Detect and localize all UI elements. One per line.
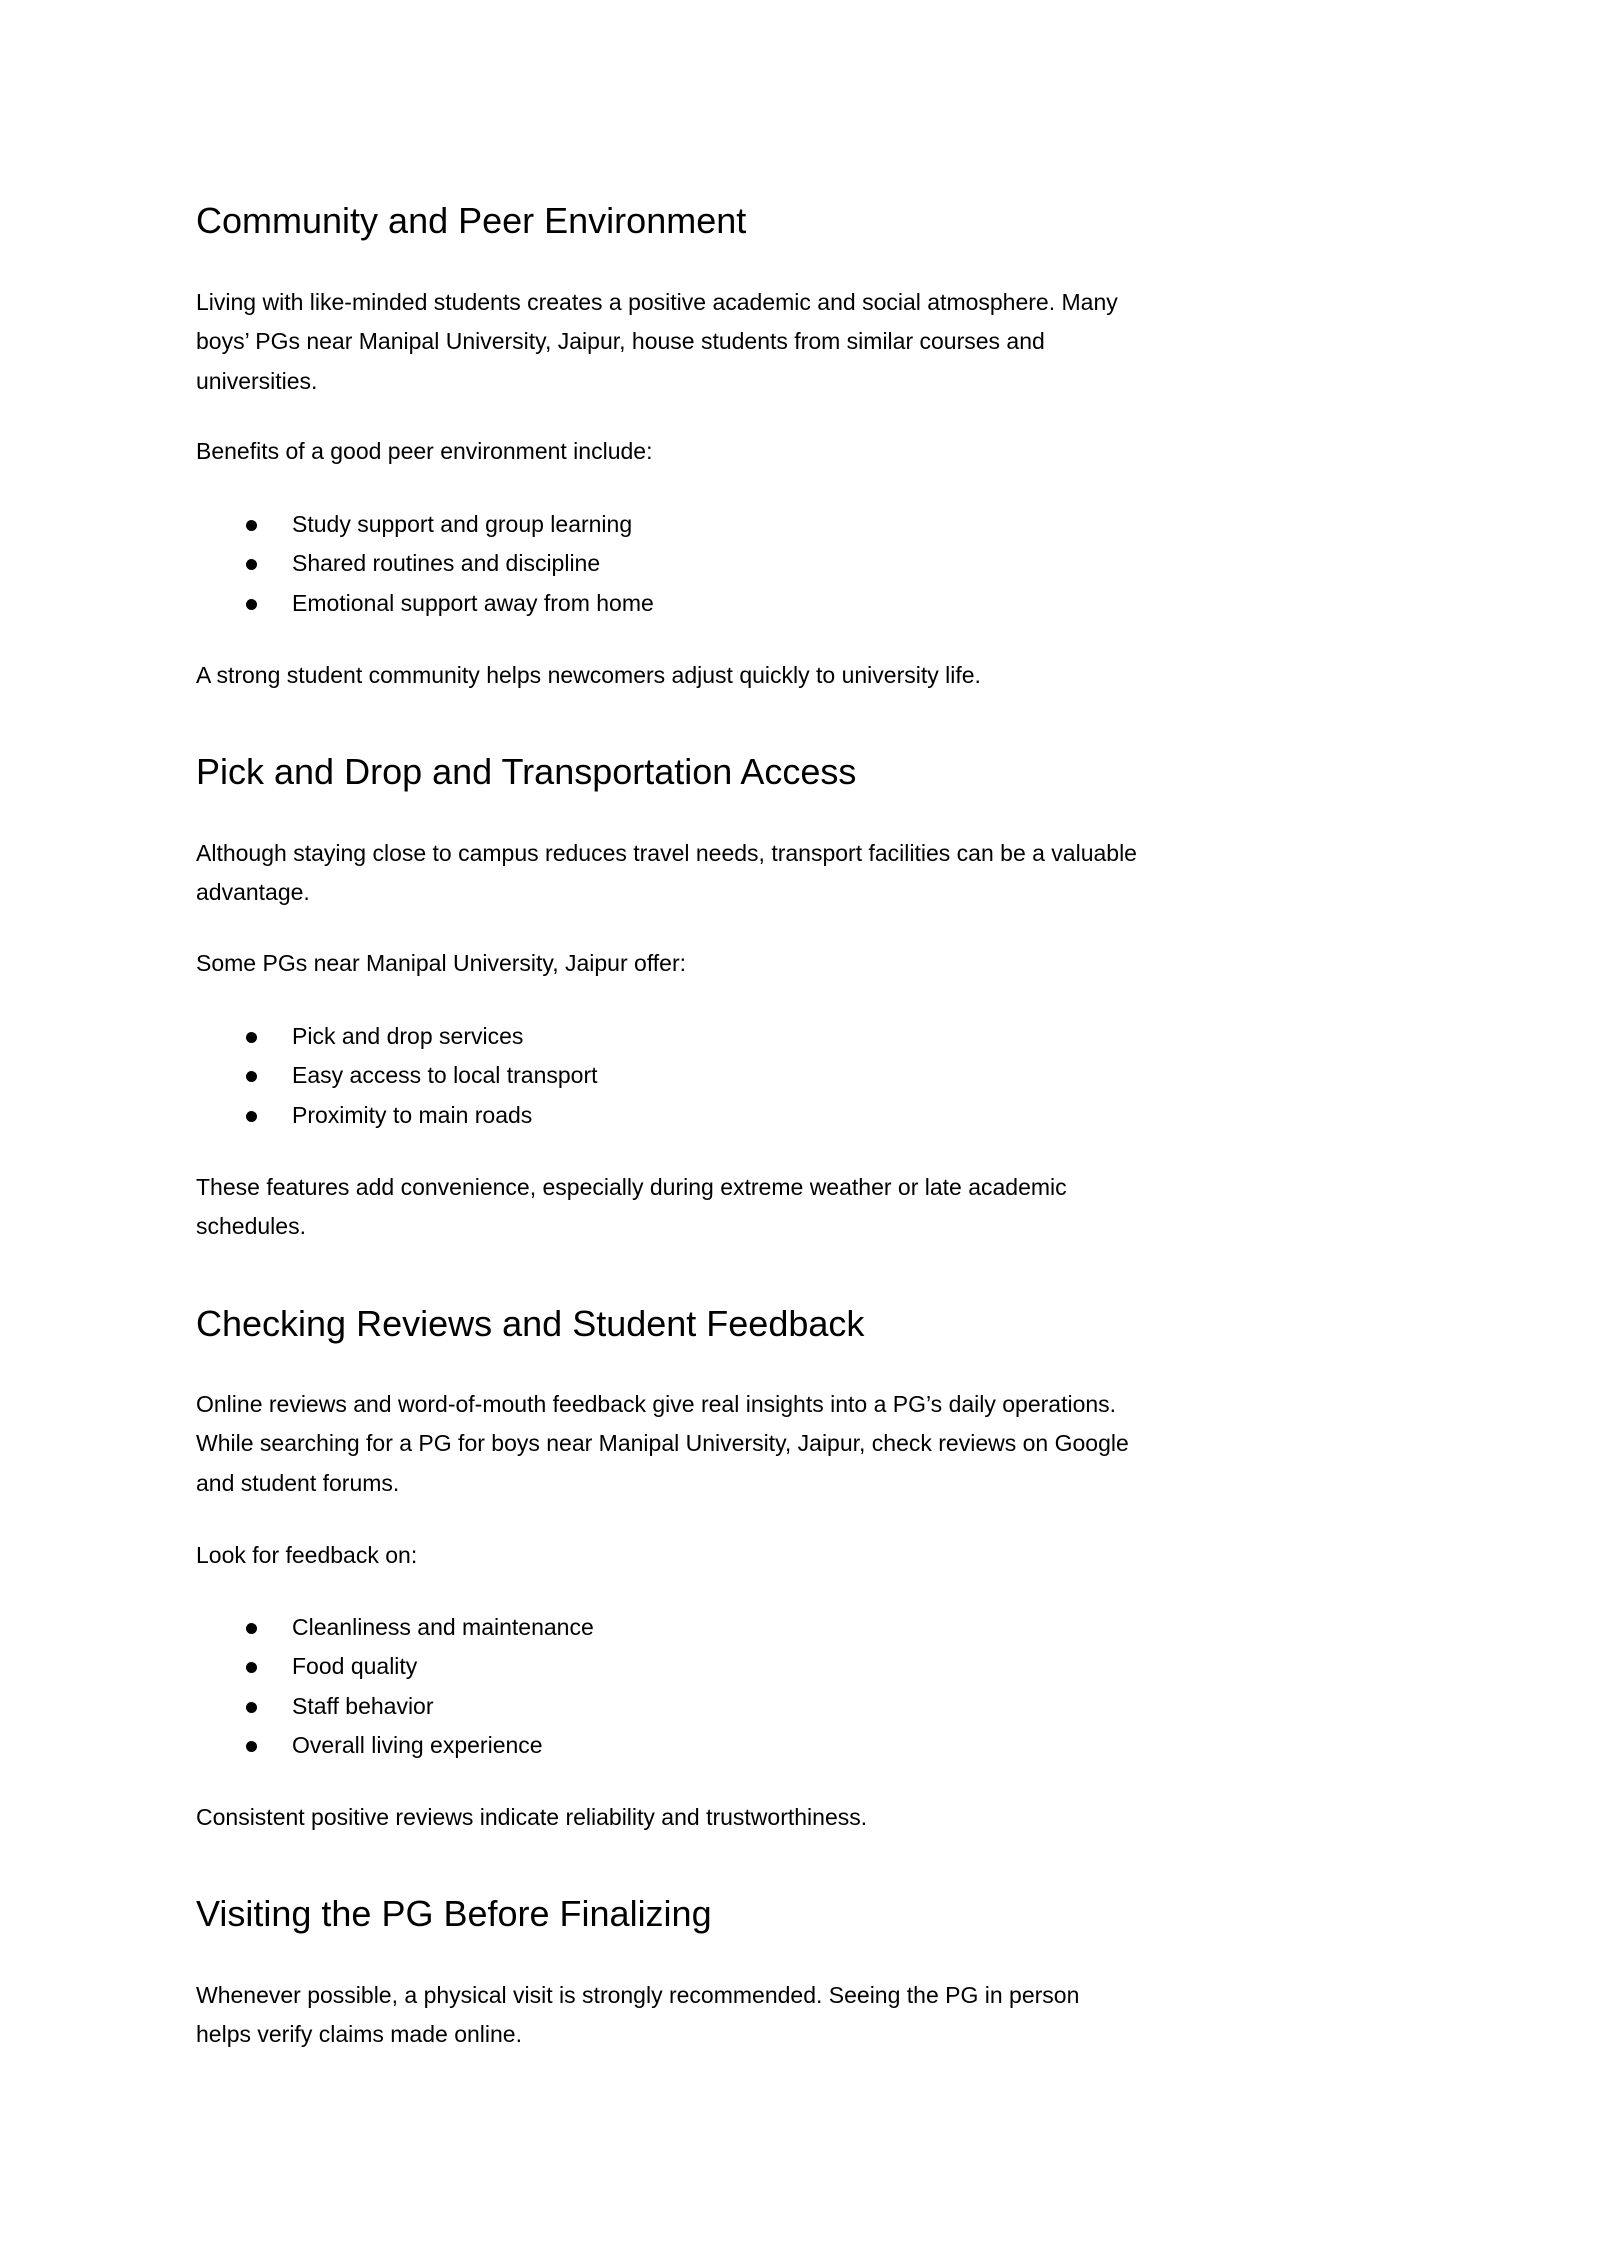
list-item [196, 1687, 1436, 1726]
bullet-list-transport [196, 1017, 1436, 1135]
bullet-icon [246, 1662, 257, 1673]
paragraph-community-intro [196, 283, 1436, 401]
bullet-list-reviews [196, 1608, 1436, 1765]
paragraph-visiting-intro [196, 1976, 1436, 2055]
list-item [196, 1096, 1436, 1135]
bullet-icon [246, 559, 257, 570]
heading-reviews: Checking Reviews and Student Feedback [196, 1303, 865, 1344]
text-line: Although staying close to campus reduces travel needs, transport facilities can be a valuable [196, 840, 1137, 866]
heading-visiting: Visiting the PG Before Finalizing [196, 1893, 712, 1934]
heading-community: Community and Peer Environment [196, 200, 747, 241]
bullet-icon [246, 1032, 257, 1043]
list-item [196, 584, 1436, 623]
bullet-icon [246, 1071, 257, 1082]
bullet-icon [246, 1741, 257, 1752]
list-item [196, 1647, 1436, 1686]
list-item-text: Cleanliness and maintenance [292, 1614, 594, 1640]
text-line: Whenever possible, a physical visit is strongly recommended. Seeing the PG in person [196, 1982, 1080, 2008]
list-item-text: Easy access to local transport [292, 1062, 598, 1089]
bullet-list-community [196, 505, 1436, 623]
bullet-icon [246, 520, 257, 531]
list-item [196, 1017, 1436, 1056]
list-item [196, 505, 1436, 544]
text-line: boys’ PGs near Manipal University, Jaipur, house students from similar courses and [196, 328, 1045, 355]
paragraph-transport-closing [196, 1168, 1436, 1247]
text-line: A strong student community helps newcomers adjust quickly to university life. [196, 662, 981, 688]
paragraph-reviews-intro [196, 1385, 1436, 1503]
bullet-icon [246, 599, 257, 610]
list-item-text: Overall living experience [292, 1731, 543, 1758]
paragraph-reviews-closing [196, 1798, 1436, 1837]
text-line: universities. [196, 367, 318, 394]
list-item [196, 1608, 1436, 1647]
list-item-text: Shared routines and discipline [292, 550, 601, 577]
list-item-text: Proximity to main roads [292, 1101, 533, 1128]
list-item-text: Staff behavior [292, 1692, 434, 1719]
paragraph-transport-list-lead: Some PGs near Manipal University, Jaipur offer: [196, 950, 687, 976]
paragraph-transport-intro [196, 834, 1436, 913]
text-line: These features add convenience, especially during extreme weather or late academic [196, 1174, 1067, 1200]
list-item [196, 544, 1436, 583]
text-line: Living with like-minded students creates a positive academic and social atmosphere. Many [196, 289, 1118, 315]
bullet-icon [246, 1702, 257, 1713]
text-line: and student forums. [196, 1469, 400, 1496]
text-line: schedules. [196, 1213, 306, 1240]
text-line: Consistent positive reviews indicate reliability and trustworthiness. [196, 1804, 868, 1830]
text-line: helps verify claims made online. [196, 2021, 522, 2048]
list-item-text: Emotional support away from home [292, 589, 654, 616]
bullet-icon [246, 1111, 257, 1122]
list-item [196, 1056, 1436, 1095]
list-item-text: Study support and group learning [292, 511, 633, 537]
paragraph-community-list-lead: Benefits of a good peer environment include: [196, 438, 653, 464]
list-item-text: Food quality [292, 1653, 418, 1680]
heading-transportation: Pick and Drop and Transportation Access [196, 751, 857, 792]
paragraph-community-closing [196, 656, 1436, 695]
text-line: While searching for a PG for boys near Manipal University, Jaipur, check reviews on Google [196, 1430, 1129, 1457]
bullet-icon [246, 1623, 257, 1634]
list-item [196, 1726, 1436, 1765]
list-item-text: Pick and drop services [292, 1023, 524, 1049]
text-line: Online reviews and word-of-mouth feedback give real insights into a PG’s daily operations. [196, 1391, 1117, 1417]
text-line: advantage. [196, 879, 310, 906]
paragraph-reviews-list-lead: Look for feedback on: [196, 1542, 418, 1568]
